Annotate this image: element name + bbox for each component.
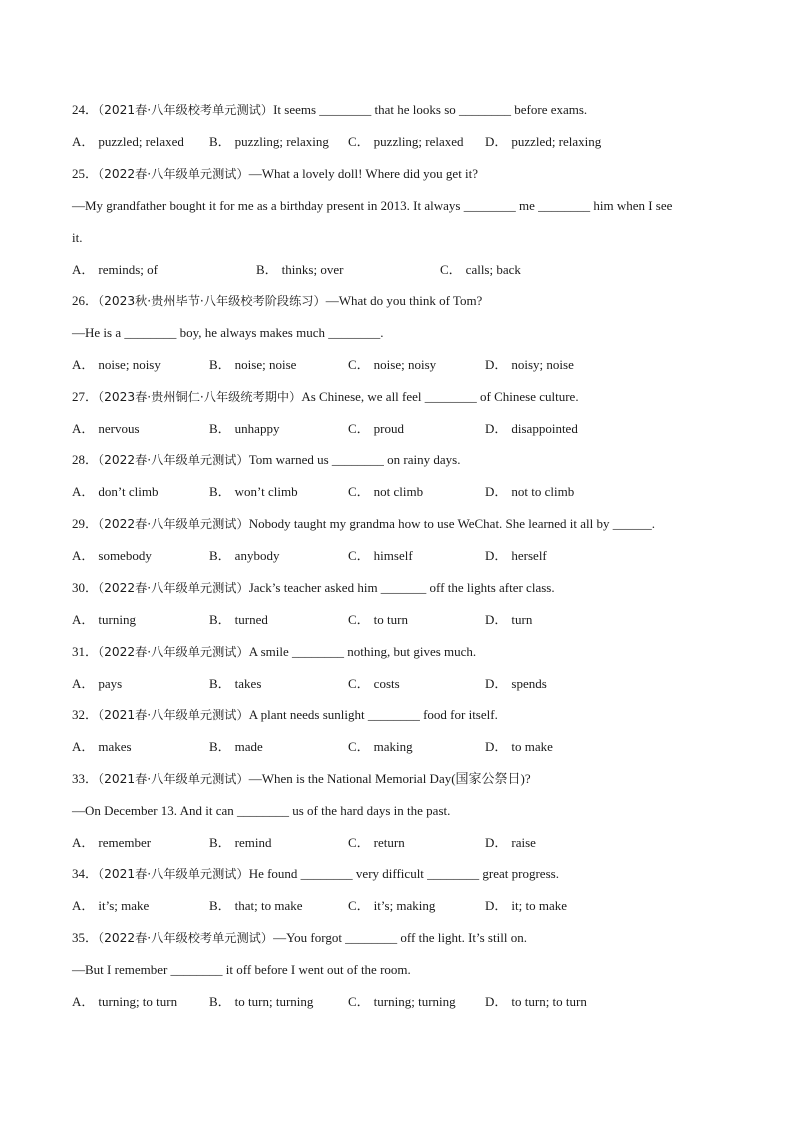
option-d[interactable]: D． turn <box>485 611 533 627</box>
question-stem: 31．（2022春·八年级单元测试）A smile ________ nothing, but gives much. <box>72 644 477 659</box>
option-d[interactable]: D． noisy; noise <box>485 356 574 372</box>
option-c[interactable]: C． return <box>348 834 405 850</box>
option-b[interactable]: B． remind <box>209 834 272 850</box>
option-row <box>72 731 732 763</box>
question-33 <box>72 763 732 859</box>
option-d[interactable]: D． it; to make <box>485 897 567 913</box>
option-row <box>72 668 732 700</box>
question-stem: 32．（2021春·八年级单元测试）A plant needs sunlight ________ food for itself. <box>72 707 498 722</box>
option-d[interactable]: D． puzzled; relaxing <box>485 133 602 149</box>
question-stem: 35．（2022春·八年级校考单元测试）—You forgot ________ off the light. It’s still on. <box>72 930 527 945</box>
option-a[interactable]: A． it’s; make <box>72 897 150 913</box>
question-31 <box>72 636 732 700</box>
question-stem: 33．（2021春·八年级单元测试）—When is the National Memorial Day(国家公祭日)? <box>72 771 531 786</box>
question-stem: 30．（2022春·八年级单元测试）Jack’s teacher asked him _______ off the lights after class. <box>72 580 555 595</box>
option-c[interactable]: C． to turn <box>348 611 408 627</box>
option-row <box>72 254 732 286</box>
option-c[interactable]: C． himself <box>348 547 413 563</box>
option-a[interactable]: A． turning <box>72 611 136 627</box>
option-a[interactable]: A． nervous <box>72 420 140 436</box>
question-stem: 28．（2022春·八年级单元测试）Tom warned us ________ on rainy days. <box>72 452 461 467</box>
question-26 <box>72 285 732 381</box>
option-a[interactable]: A． noise; noisy <box>72 356 161 372</box>
option-a[interactable]: A． reminds; of <box>72 261 158 277</box>
option-row <box>72 476 732 508</box>
option-row <box>72 986 732 1018</box>
option-b[interactable]: B． made <box>209 738 263 754</box>
option-row <box>72 349 732 381</box>
option-c[interactable]: C． making <box>348 738 413 754</box>
question-stem: 25．（2022春·八年级单元测试）—What a lovely doll! Where did you get it? <box>72 166 479 181</box>
option-b[interactable]: B． turned <box>209 611 268 627</box>
option-b[interactable]: B． takes <box>209 675 262 691</box>
option-b[interactable]: B． anybody <box>209 547 280 563</box>
option-b[interactable]: B． that; to make <box>209 897 303 913</box>
option-a[interactable]: A． don’t climb <box>72 483 159 499</box>
question-30 <box>72 572 732 636</box>
option-c[interactable]: C． costs <box>348 675 400 691</box>
option-d[interactable]: D． raise <box>485 834 536 850</box>
question-continuation: it. <box>72 229 83 245</box>
question-stem: 29．（2022春·八年级单元测试）Nobody taught my grandma how to use WeChat. She learned it all by ______. <box>72 516 656 531</box>
option-c[interactable]: C． proud <box>348 420 405 436</box>
option-a[interactable]: A． pays <box>72 675 123 691</box>
option-d[interactable]: D． spends <box>485 675 547 691</box>
question-continuation: —On December 13. And it can ________ us of the hard days in the past. <box>72 802 451 818</box>
option-b[interactable]: B． puzzling; relaxing <box>209 133 329 149</box>
option-a[interactable]: A． makes <box>72 738 132 754</box>
option-b[interactable]: B． unhappy <box>209 420 280 436</box>
option-a[interactable]: A． remember <box>72 834 152 850</box>
option-row <box>72 827 732 859</box>
option-b[interactable]: B． thinks; over <box>256 261 344 277</box>
question-25 <box>72 158 732 286</box>
option-b[interactable]: B． won’t climb <box>209 483 298 499</box>
question-27 <box>72 381 732 445</box>
option-row <box>72 604 732 636</box>
question-stem: 24．（2021春·八年级校考单元测试）It seems ________ that he looks so ________ before exams. <box>72 102 588 117</box>
question-stem: 27．（2023春·贵州铜仁·八年级统考期中）As Chinese, we all feel ________ of Chinese culture. <box>72 389 579 404</box>
option-c[interactable]: C． it’s; making <box>348 897 436 913</box>
option-c[interactable]: C． calls; back <box>440 261 521 277</box>
option-a[interactable]: A． turning; to turn <box>72 993 178 1009</box>
option-c[interactable]: C． turning; turning <box>348 993 456 1009</box>
option-row <box>72 890 732 922</box>
question-29 <box>72 508 732 572</box>
option-c[interactable]: C． noise; noisy <box>348 356 437 372</box>
option-c[interactable]: C． not climb <box>348 483 424 499</box>
question-continuation: —He is a ________ boy, he always makes much ________. <box>72 324 384 340</box>
question-32 <box>72 699 732 763</box>
option-row <box>72 126 732 158</box>
option-a[interactable]: A． puzzled; relaxed <box>72 133 184 149</box>
question-stem: 26．（2023秋·贵州毕节·八年级校考阶段练习）—What do you think of Tom? <box>72 293 483 308</box>
option-c[interactable]: C． puzzling; relaxed <box>348 133 464 149</box>
option-a[interactable]: A． somebody <box>72 547 152 563</box>
option-d[interactable]: D． herself <box>485 547 547 563</box>
option-d[interactable]: D． not to climb <box>485 483 575 499</box>
question-continuation: —My grandfather bought it for me as a birthday present in 2013. It always ________ me ________ him when I see <box>72 197 673 213</box>
option-row <box>72 413 732 445</box>
option-row <box>72 540 732 572</box>
question-35 <box>72 922 732 1018</box>
question-continuation: —But I remember ________ it off before I went out of the room. <box>72 961 411 977</box>
question-34 <box>72 858 732 922</box>
option-b[interactable]: B． noise; noise <box>209 356 297 372</box>
option-d[interactable]: D． disappointed <box>485 420 578 436</box>
option-d[interactable]: D． to turn; to turn <box>485 993 587 1009</box>
question-24 <box>72 94 732 158</box>
question-28 <box>72 444 732 508</box>
question-stem: 34．（2021春·八年级单元测试）He found ________ very difficult ________ great progress. <box>72 866 559 881</box>
option-d[interactable]: D． to make <box>485 738 553 754</box>
option-b[interactable]: B． to turn; turning <box>209 993 314 1009</box>
